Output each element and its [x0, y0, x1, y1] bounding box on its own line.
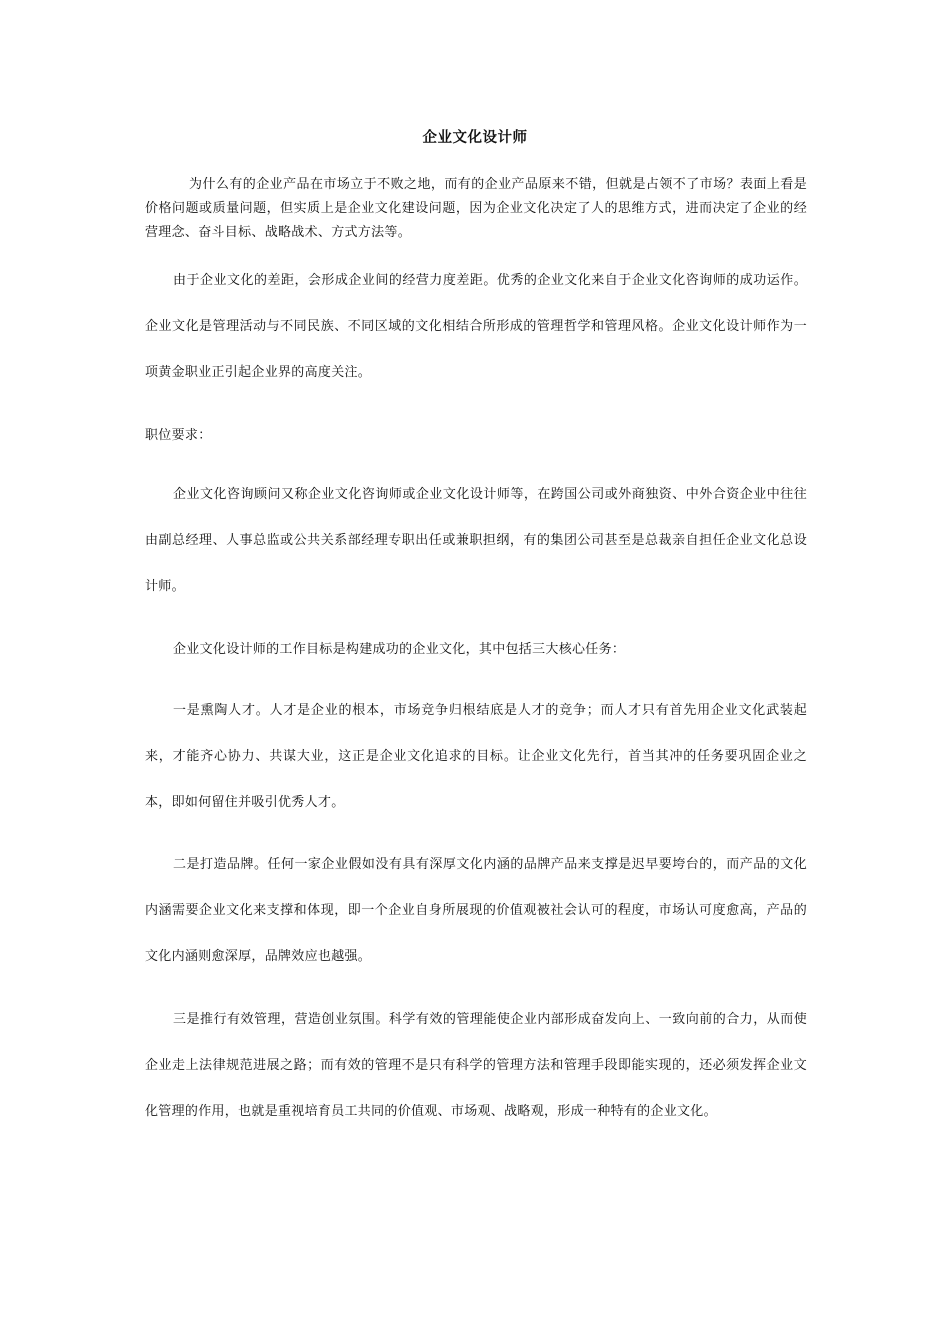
paragraph-task-management: 三是推行有效管理，营造创业氛围。科学有效的管理能使企业内部形成奋发向上、一致向前的合力，从而使企业走上法律规范进展之路；而有效的管理不是只有科学的管理方法和管理手段即能实现的，还必须发挥企业文化管理的作用，也就是重视培育员工共同的价值观、市场观、战略观，形成一种特有的企业文化。	[145, 1012, 807, 1119]
paragraph-consultant-role: 企业文化咨询顾问又称企业文化咨询师或企业文化设计师等，在跨国公司或外商独资、中外合资企业中往往由副总经理、人事总监或公共关系部经理专职出任或兼职担纲，有的集团公司甚至是总裁亲自担任企业文化总设计师。	[145, 487, 807, 594]
page-title: 企业文化设计师	[422, 130, 528, 146]
paragraph-work-goal: 企业文化设计师的工作目标是构建成功的企业文化，其中包括三大核心任务：	[173, 642, 626, 657]
paragraph-culture-gap: 由于企业文化的差距，会形成企业间的经营力度差距。优秀的企业文化来自于企业文化咨询师的成功运作。企业文化是管理活动与不同民族、不同区域的文化相结合所形成的管理哲学和管理风格。企业文化设计师作为一项黄金职业正引起企业界的高度关注。	[145, 273, 807, 380]
paragraph-intro: 为什么有的企业产品在市场立于不败之地，而有的企业产品原来不错，但就是占领不了市场？表面上看是价格问题或质量问题，但实质上是企业文化建设问题，因为企业文化决定了人的思维方式，进而决定了企业的经营理念、奋斗目标、战略战术、方式方法等。	[145, 177, 807, 240]
paragraph-requirements-heading: 职位要求：	[145, 428, 212, 443]
paragraph-task-brand: 二是打造品牌。任何一家企业假如没有具有深厚文化内涵的品牌产品来支撑是迟早要垮台的，而产品的文化内涵需要企业文化来支撑和体现，即一个企业自身所展现的价值观被社会认可的程度，市场认可度愈高，产品的文化内涵则愈深厚，品牌效应也越强。	[145, 857, 807, 964]
paragraph-task-talent: 一是熏陶人才。人才是企业的根本，市场竞争归根结底是人才的竞争；而人才只有首先用企业文化武装起来，才能齐心协力、共谋大业，这正是企业文化追求的目标。让企业文化先行，首当其冲的任务要巩固企业之本，即如何留住并吸引优秀人才。	[145, 703, 807, 810]
